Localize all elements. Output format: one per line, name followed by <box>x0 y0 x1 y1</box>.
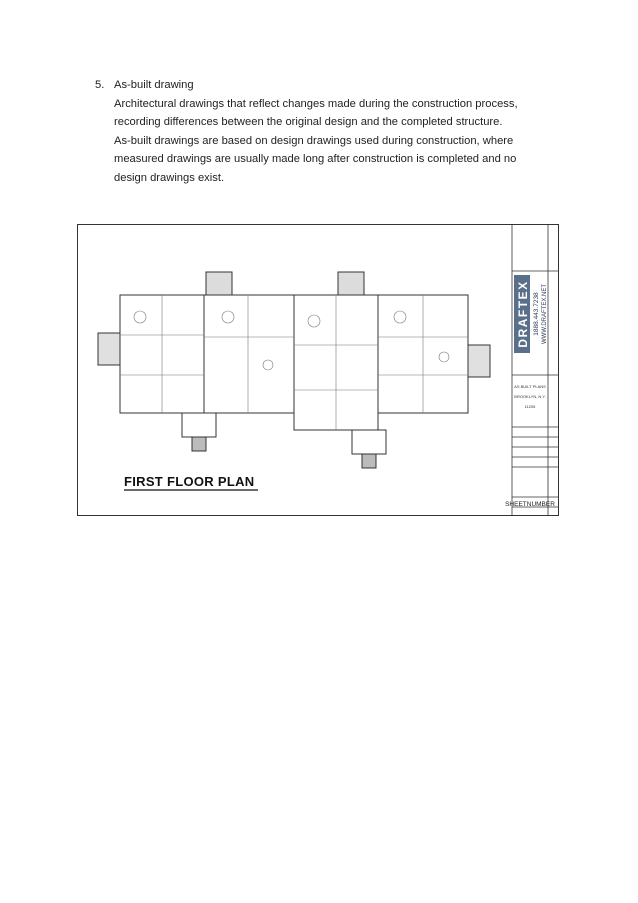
paragraph-line: design drawings exist. <box>114 171 225 184</box>
draftex-logo <box>514 275 548 353</box>
sheet-number-label: SHEETNUMBER <box>505 501 555 508</box>
plan-title: FIRST FLOOR PLAN <box>124 474 255 489</box>
list-body <box>114 76 574 188</box>
list-number: 5. <box>95 79 105 91</box>
floor-plan-drawing <box>78 225 558 515</box>
floor-plan-outline <box>98 272 490 468</box>
website: WWW.DRAFTEX.NET <box>542 284 548 344</box>
project-line: 11205 <box>524 404 536 409</box>
list-heading: As-built drawing <box>114 79 194 91</box>
floor-plan-figure <box>77 224 559 516</box>
project-line: BROOKLYN, N.Y. <box>514 394 546 399</box>
paragraph-line: Architectural drawings that reflect changes made during the construction process, <box>114 97 518 110</box>
paragraph-line: recording differences between the original design and the completed structure. <box>114 116 503 129</box>
project-line: AS BUILT PLANS <box>514 384 546 389</box>
phone-number: 1888.443.7238 <box>533 292 540 336</box>
logo-text: DRAFTEX <box>516 280 530 348</box>
paragraph-line: As-built drawings are based on design drawings used during construction, where <box>114 134 514 147</box>
title-block <box>512 225 558 515</box>
project-info <box>514 384 546 409</box>
paragraph-line: measured drawings are usually made long after construction is completed and no <box>114 153 517 166</box>
